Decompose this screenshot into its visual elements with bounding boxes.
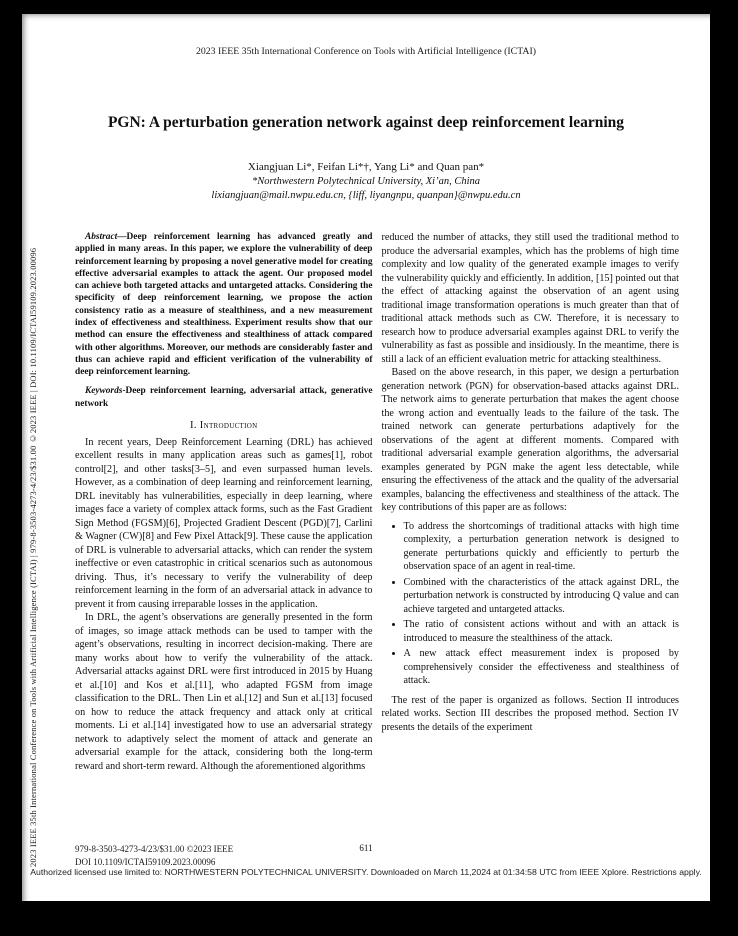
right-paragraph-1: reduced the number of attacks, they still used the traditional method to produce the adversarial examples, which has the problems of high time complexity and low quality of the generated example images to verify the vulnerability quickly and efficiently. In addition, [15] pointed out that the effect of attacking against the observation of an agent using traditional image transformation operations is much greater than that of traditional attack methods such as CW. Therefore, it is necessary to research how to produce adversarial examples against DRL to verify the vulnerability as fast as possible and insidiously. In the meantime, there is still a lack of an efficient evaluation metric for attacking stealthiness. bbox=[381, 232, 679, 365]
page-number: 611 bbox=[359, 843, 373, 853]
right-paragraph-2: Based on the above research, in this paper, we design a perturbation generation network (PGN) for observation-based attacks against DRL. The network aims to generate perturbation that makes the agent choose the wrong action and eventually leads to the failure of the task. The trained network can generate perturbations adaptively for the observations of the agent at different moments. Compared with traditional adversarial example generation algorithms, the adversarial examples generated by PGN make the agent less detectable, while ensuring the effectiveness of the attack and the quality of the adversarial examples, balancing the effectiveness and stealthiness of the attack. The key contributions of this paper are as follows: bbox=[381, 367, 679, 513]
abstract-label: Abstract— bbox=[85, 232, 127, 242]
two-column-body bbox=[75, 231, 679, 773]
abstract-paragraph bbox=[75, 231, 373, 378]
affiliation-line: *Northwestern Polytechnical University, Xi’an, China bbox=[251, 176, 481, 187]
intro-paragraph-1: In recent years, Deep Reinforcement Learning (DRL) has achieved excellent results in many application areas such as games[1], robot control[2], and other tasks[3–5], and even surpassed human levels. However, as a combination of deep learning and reinforcement learning, DRL inevitably has vulnerabilities, especially in deep learning, where images face a variety of complex attack forms, such as the Fast Gradient Sign Method (FGSM)[6], Projected Gradient Descent (PGD)[7], Carlini & Wagner (CW)[8] and Few Pixel Attack[9]. These cause the application of DRL is vulnerable to adversarial attacks, which can render the system ineffective or even catastrophic in critical scenarios such as autonomous driving. Thus, it’s necessary to verify the vulnerability of deep reinforcement learning in the form of an adversarial attack in advance to prevent it from causing irreparable losses in the application. bbox=[75, 436, 373, 610]
paper-title: PGN: A perturbation generation network against deep reinforcement learning bbox=[107, 114, 625, 131]
author-line: Xiangjuan Li*, Feifan Li*†, Yang Li* and Quan pan* bbox=[247, 161, 485, 173]
section-heading-introduction: I. Introduction bbox=[190, 419, 258, 431]
conference-header: 2023 IEEE 35th International Conference on Tools with Artificial Intelligence (ICTAI) bbox=[195, 46, 537, 57]
email-line: lixiangjuan@mail.nwpu.edu.cn, {liff, liyangnpu, quanpan}@nwpu.edu.cn bbox=[211, 190, 521, 201]
license-notice: Authorized licensed use limited to: NORTHWESTERN POLYTECHNICAL UNIVERSITY. Downloaded on March 11,2024 at 01:34:58 UTC from IEEE Xplore. Restrictions apply. bbox=[30, 867, 702, 877]
contributions-list bbox=[384, 520, 680, 688]
contribution-item: • A new attack effect measurement index is proposed by comprehensively consider the effectiveness and stealthiness of attack. bbox=[404, 647, 680, 688]
abstract-text: Deep reinforcement learning has advanced greatly and applied in many areas. In this paper, we explore the vulnerability of deep reinforcement learning by proposing a novel generative model for creating effective adversarial examples to attack the agent. Our proposed model can achieve both targeted attacks and untargeted attacks. Considering the specificity of deep reinforcement learning, we propose the action consistency ratio as a measure of stealthiness, and a new measurement index of effectiveness and stealthiness. Experiment results show that our method can ensure the effectiveness and stealthiness of attack compared with other algorithms. Moreover, our methods are considerably faster and thus can achieve rapid and efficient verification of the vulnerability of deep reinforcement learning. bbox=[75, 232, 373, 378]
right-column bbox=[382, 231, 680, 773]
right-paragraph-3: The rest of the paper is organized as follows. Section II introduces related works. Section III describes the proposed method. Section IV presents the details of the experiment bbox=[381, 694, 679, 733]
sidebar-copyright-text: 2023 IEEE 35th International Conference on Tools with Artificial Intelligence (ICTAI) | 979-8-3503-4273-4/23/$31.00 ©2023 IEEE | DOI: 10.1109/ICTAI59109.2023.00096 bbox=[28, 247, 38, 867]
left-column bbox=[75, 231, 373, 773]
footer-doi-line: DOI 10.1109/ICTAI59109.2023.00096 bbox=[75, 856, 216, 867]
contribution-item: • The ratio of consistent actions without and with an attack is introduced to measure the stealthiness of the attack. bbox=[404, 618, 680, 645]
contribution-item: • Combined with the characteristics of the attack against DRL, the perturbation network is constructed by introducing Q value and can achieve targeted and untargeted attacks. bbox=[404, 576, 680, 617]
footer-copyright-line: 979-8-3503-4273-4/23/$31.00 ©2023 IEEE bbox=[75, 844, 234, 854]
keywords-text: -Deep reinforcement learning, adversarial attack, generative network bbox=[75, 386, 373, 409]
paper-page bbox=[22, 14, 710, 901]
intro-paragraph-2: In DRL, the agent’s observations are generally presented in the form of images, so image attack methods can be used to tamper with the agent’s observations, resulting in incorrect decision-making. There are many works about how to verify the vulnerability of the attack. Adversarial attacks against DRL were first introduced in 2015 by Huang et al.[10] and Kos et al.[11], who adapted FGSM from image classification to the DRL. Then Lin et al.[12] and Sun et al.[13] focused on how to reduce the attack frequency and attack only at critical moments. Li et al.[14] investigated how to use an adversarial strategy network to adaptively select the moment of attack and generate an adversarial example for the attack, considering both the long-term reward and short-term reward. Although the aforementioned algorithms bbox=[75, 612, 373, 772]
contribution-item: • To address the shortcomings of traditional attacks with high time complexity, a perturbation generation network is designed to generate perturbations quickly and efficiently to perturb the observation space of an agent in real-time. bbox=[404, 520, 680, 574]
keywords-paragraph bbox=[75, 385, 373, 410]
keywords-label: Keywords bbox=[85, 386, 123, 397]
